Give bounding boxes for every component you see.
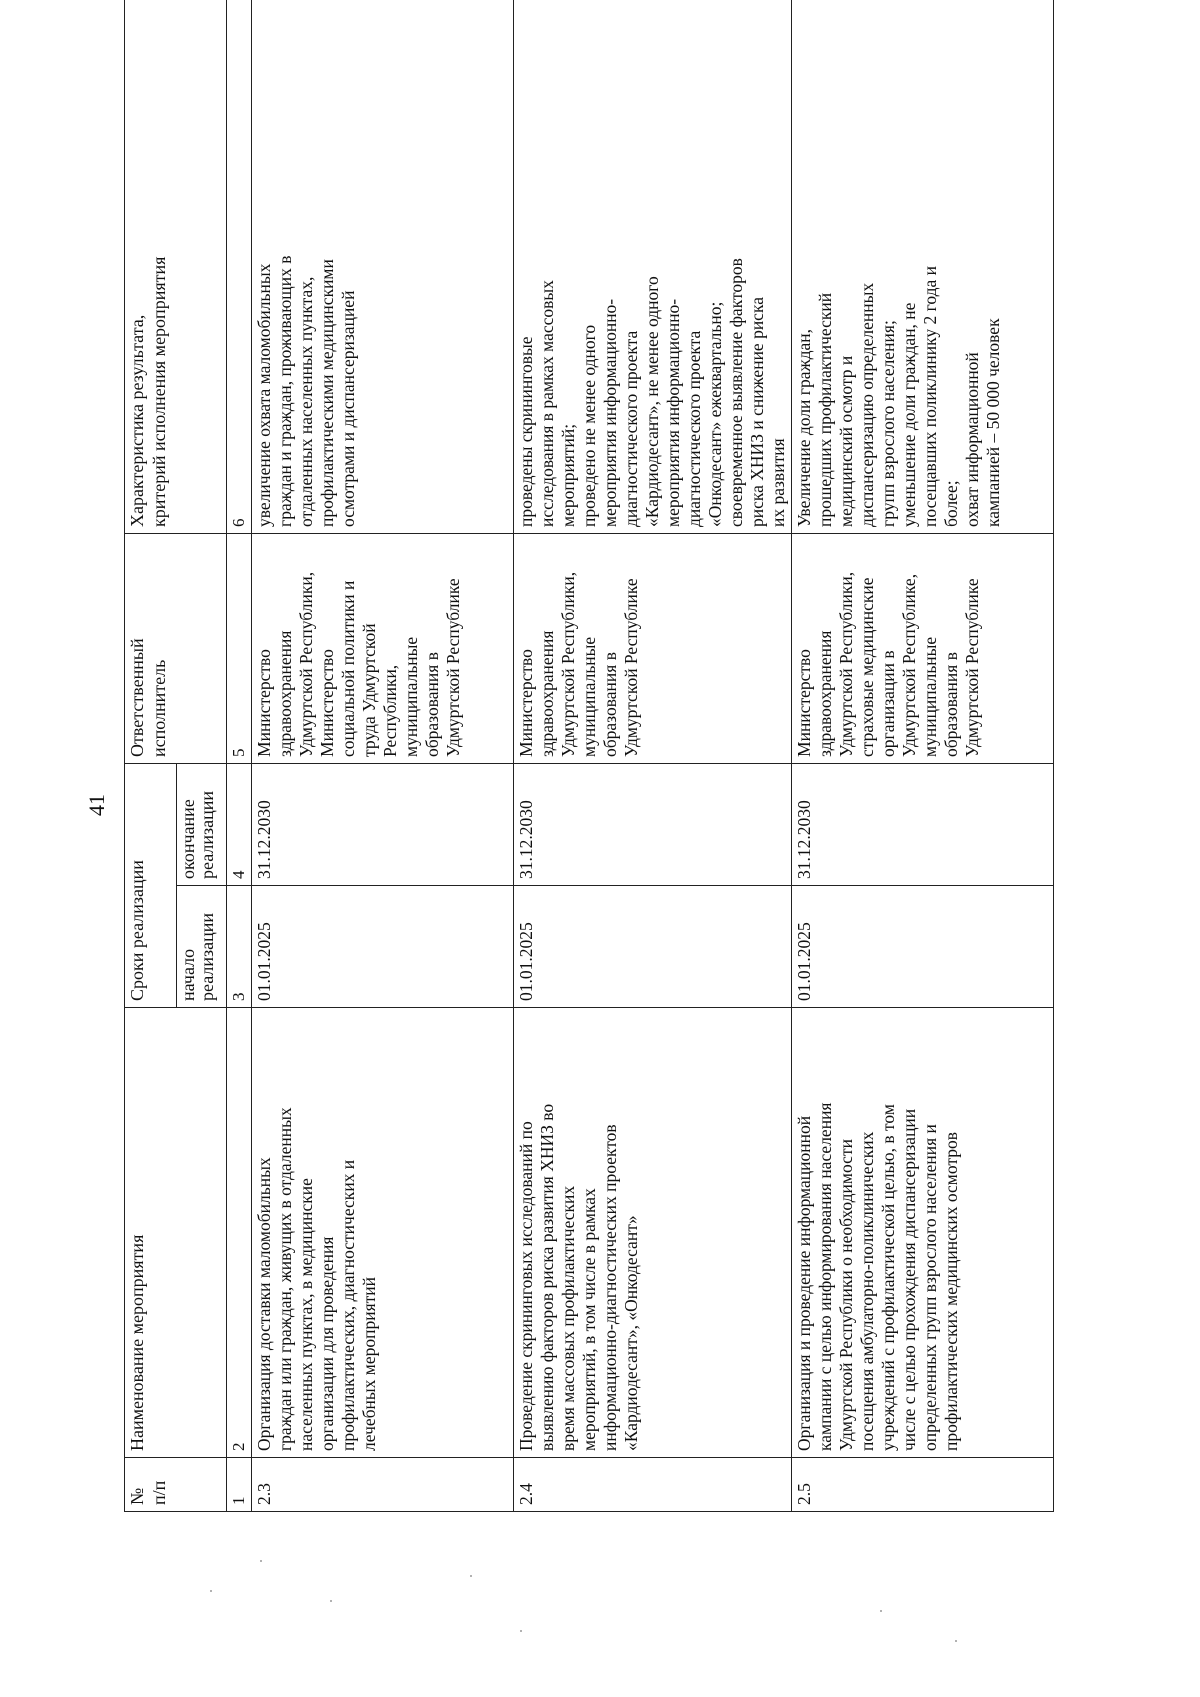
header-name: Наименование мероприятия bbox=[125, 1008, 227, 1458]
row-result: увеличение охвата маломобильных граждан и граждан, проживающих в отдаленных населенных пунктах, профилактическими медицинскими осмотрами и диспансеризацией bbox=[252, 0, 514, 533]
row-name: Проведение скрининговых исследований по выявлению факторов риска развития ХНИЗ во время массовых профилактических мероприятий, в том числе в рамках информационно-диагностических проектов «Кардиодесант», «Онкодесант» bbox=[514, 1008, 792, 1458]
row-num: 2.4 bbox=[514, 1458, 792, 1512]
header-end: окончание реализации bbox=[177, 763, 227, 885]
measures-table bbox=[124, 0, 1054, 1512]
row-result: Увеличение доли граждан, прошедших профилактический медицинский осмотр и диспансеризацию определенных групп взрослого населения; уменьшение доли граждан, не посещавших поликлинику 2 года и более; охват информационной кампанией – 50 000 человек bbox=[792, 0, 1054, 533]
col-number-5: 5 bbox=[227, 533, 252, 763]
header-result: Характеристика результата, критерий исполнения мероприятия bbox=[125, 0, 227, 533]
row-name: Организация доставки маломобильных граждан или граждан, живущих в отдаленных населенных пунктах, в медицинские организации для проведения профилактических, диагностических и лечебных мероприятий bbox=[252, 1008, 514, 1458]
scan-speck bbox=[880, 1610, 882, 1612]
table-row bbox=[252, 0, 514, 1512]
col-number-1: 1 bbox=[227, 1458, 252, 1512]
row-num: 2.3 bbox=[252, 1458, 514, 1512]
header-period-group: Сроки реализации bbox=[125, 763, 177, 1007]
table-row bbox=[792, 0, 1054, 1512]
col-number-6: 6 bbox=[227, 0, 252, 533]
row-end: 31.12.2030 bbox=[514, 763, 792, 885]
row-responsible: Министерство здравоохранения Удмуртской Республики, страховые медицинские организации в Удмуртской Республике, муниципальные образования в Удмуртской Республике bbox=[792, 533, 1054, 763]
scan-speck bbox=[210, 1590, 212, 1592]
scan-speck bbox=[520, 1630, 522, 1632]
row-start: 01.01.2025 bbox=[514, 886, 792, 1008]
row-start: 01.01.2025 bbox=[792, 886, 1054, 1008]
header-start: начало реализации bbox=[177, 886, 227, 1008]
col-number-2: 2 bbox=[227, 1008, 252, 1458]
table-row bbox=[514, 0, 792, 1512]
scan-speck bbox=[955, 1640, 957, 1642]
column-number-row bbox=[227, 0, 252, 1512]
row-responsible: Министерство здравоохранения Удмуртской Республики, муниципальные образования в Удмуртской Республике bbox=[514, 533, 792, 763]
header-num: № п/п bbox=[125, 1458, 227, 1512]
row-num: 2.5 bbox=[792, 1458, 1054, 1512]
col-number-4: 4 bbox=[227, 763, 252, 885]
row-responsible: Министерство здравоохранения Удмуртской Республики, Министерство социальной политики и труда Удмуртской Республики, муниципальные образования в Удмуртской Республике bbox=[252, 533, 514, 763]
row-start: 01.01.2025 bbox=[252, 886, 514, 1008]
scan-speck bbox=[330, 1600, 332, 1602]
rotated-table-container bbox=[124, 0, 1044, 1512]
row-name: Организация и проведение информационной кампании с целью информирования населения Удмуртской Республики о необходимости посещения амбулаторно-поликлинических учреждений с профилактической целью, в том числе с целью прохождения диспансеризации определенных групп взрослого населения и профилактических медицинских осмотров bbox=[792, 1008, 1054, 1458]
page-number: 41 bbox=[84, 794, 109, 816]
row-result: проведены скрининговые исследования в рамках массовых мероприятий; проведено не менее одного мероприятия информационно- диагностического проекта «Кардиодесант», не менее одного мероприятия информационно- диагностического проекта «Онкодесант» ежеквартально; своевременное выявление факторов риска ХНИЗ и снижение риска их развития bbox=[514, 0, 792, 533]
header-responsible: Ответственный исполнитель bbox=[125, 533, 227, 763]
row-end: 31.12.2030 bbox=[792, 763, 1054, 885]
row-end: 31.12.2030 bbox=[252, 763, 514, 885]
scan-speck bbox=[260, 1560, 262, 1562]
header-row bbox=[125, 0, 177, 1512]
scan-speck bbox=[470, 1575, 472, 1577]
col-number-3: 3 bbox=[227, 886, 252, 1008]
